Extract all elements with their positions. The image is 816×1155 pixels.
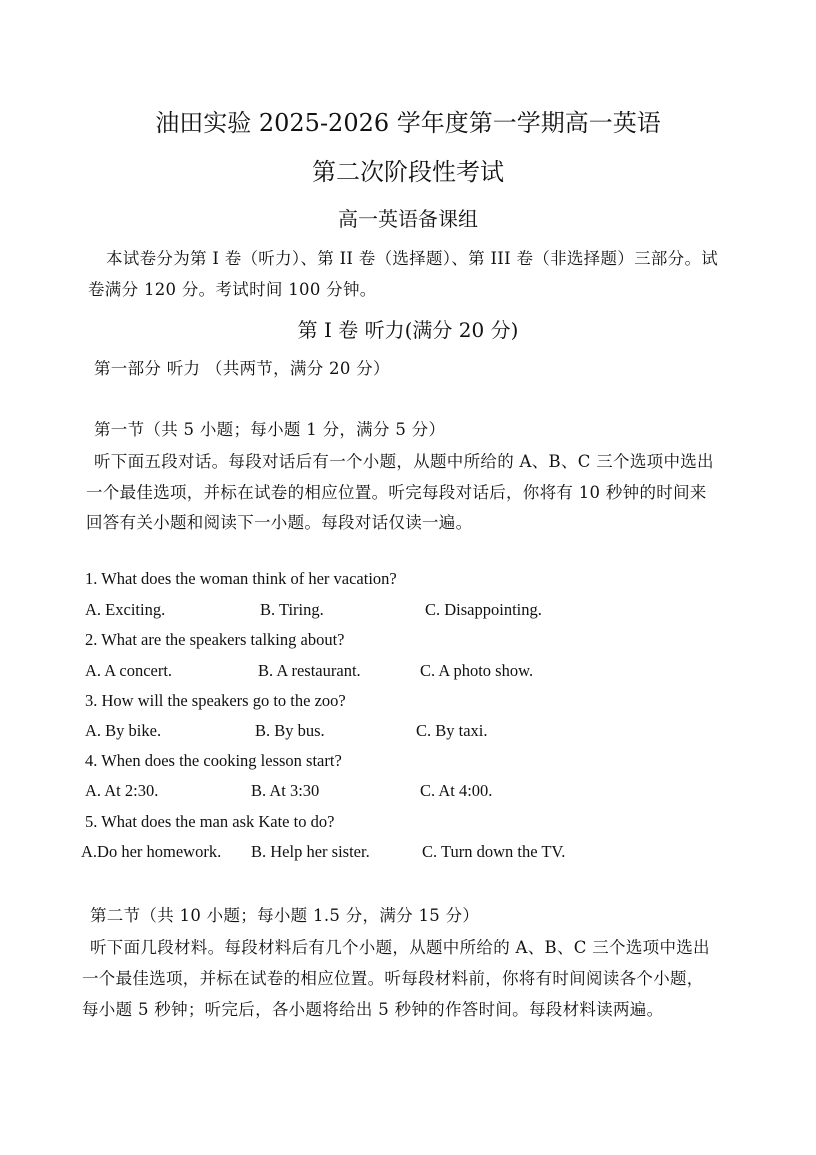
section2-instruction-line: 每小题 5 秒钟；听完后，各小题将给出 5 秒钟的作答时间。每段材料读两遍。 bbox=[82, 1000, 664, 1019]
question-2-stem: 2. What are the speakers talking about? bbox=[85, 630, 345, 649]
author-line: 高一英语备课组 bbox=[338, 207, 478, 231]
intro-line-2: 卷满分 120 分。考试时间 100 分钟。 bbox=[88, 280, 377, 299]
section1-instruction-line: 回答有关小题和阅读下一小题。每段对话仅读一遍。 bbox=[86, 513, 473, 532]
question-4-option-a: A. At 2:30. bbox=[85, 781, 159, 800]
section1-instruction-line: 听下面五段对话。每段对话后有一个小题，从题中所给的 A、B、C 三个选项中选出 bbox=[94, 452, 714, 471]
question-5-option-b: B. Help her sister. bbox=[251, 842, 370, 861]
question-3-option-c: C. By taxi. bbox=[416, 721, 488, 740]
question-2-option-b: B. A restaurant. bbox=[258, 661, 361, 680]
section2-heading: 第二节（共 10 小题；每小题 1.5 分，满分 15 分） bbox=[90, 906, 480, 925]
question-4-stem: 4. When does the cooking lesson start? bbox=[85, 751, 342, 770]
intro-line-1: 本试卷分为第 I 卷（听力）、第 II 卷（选择题）、第 III 卷（非选择题）三部分。试 bbox=[106, 249, 719, 268]
question-3-stem: 3. How will the speakers go to the zoo? bbox=[85, 691, 346, 710]
question-5-option-a: A.Do her homework. bbox=[81, 842, 222, 861]
question-1-option-b: B. Tiring. bbox=[260, 600, 324, 619]
part1-heading: 第一部分 听力 （共两节，满分 20 分） bbox=[94, 359, 390, 378]
section1-heading: 第一节（共 5 小题；每小题 1 分，满分 5 分） bbox=[94, 420, 446, 439]
section2-instruction-line: 听下面几段材料。每段材料后有几个小题，从题中所给的 A、B、C 三个选项中选出 bbox=[90, 938, 710, 957]
question-5-option-c: C. Turn down the TV. bbox=[422, 842, 566, 861]
exam-title-line2: 第二次阶段性考试 bbox=[312, 158, 504, 186]
exam-title-line1: 油田实验 2025-2026 学年度第一学期高一英语 bbox=[155, 109, 661, 137]
paper1-heading: 第 I 卷 听力(满分 20 分) bbox=[297, 318, 519, 342]
section2-instruction-line: 一个最佳选项，并标在试卷的相应位置。听每段材料前，你将有时间阅读各个小题， bbox=[82, 969, 704, 988]
question-2-option-a: A. A concert. bbox=[85, 661, 173, 680]
question-2-option-c: C. A photo show. bbox=[420, 661, 534, 680]
question-1-stem: 1. What does the woman think of her vacation? bbox=[85, 569, 397, 588]
question-1-option-c: C. Disappointing. bbox=[425, 600, 542, 619]
question-3-option-a: A. By bike. bbox=[85, 721, 162, 740]
section1-instruction-line: 一个最佳选项，并标在试卷的相应位置。听完每段对话后，你将有 10 秒钟的时间来 bbox=[86, 483, 707, 502]
question-3-option-b: B. By bus. bbox=[255, 721, 325, 740]
question-4-option-c: C. At 4:00. bbox=[420, 781, 493, 800]
question-1-option-a: A. Exciting. bbox=[85, 600, 166, 619]
question-5-stem: 5. What does the man ask Kate to do? bbox=[85, 812, 335, 831]
question-4-option-b: B. At 3:30 bbox=[251, 781, 320, 800]
